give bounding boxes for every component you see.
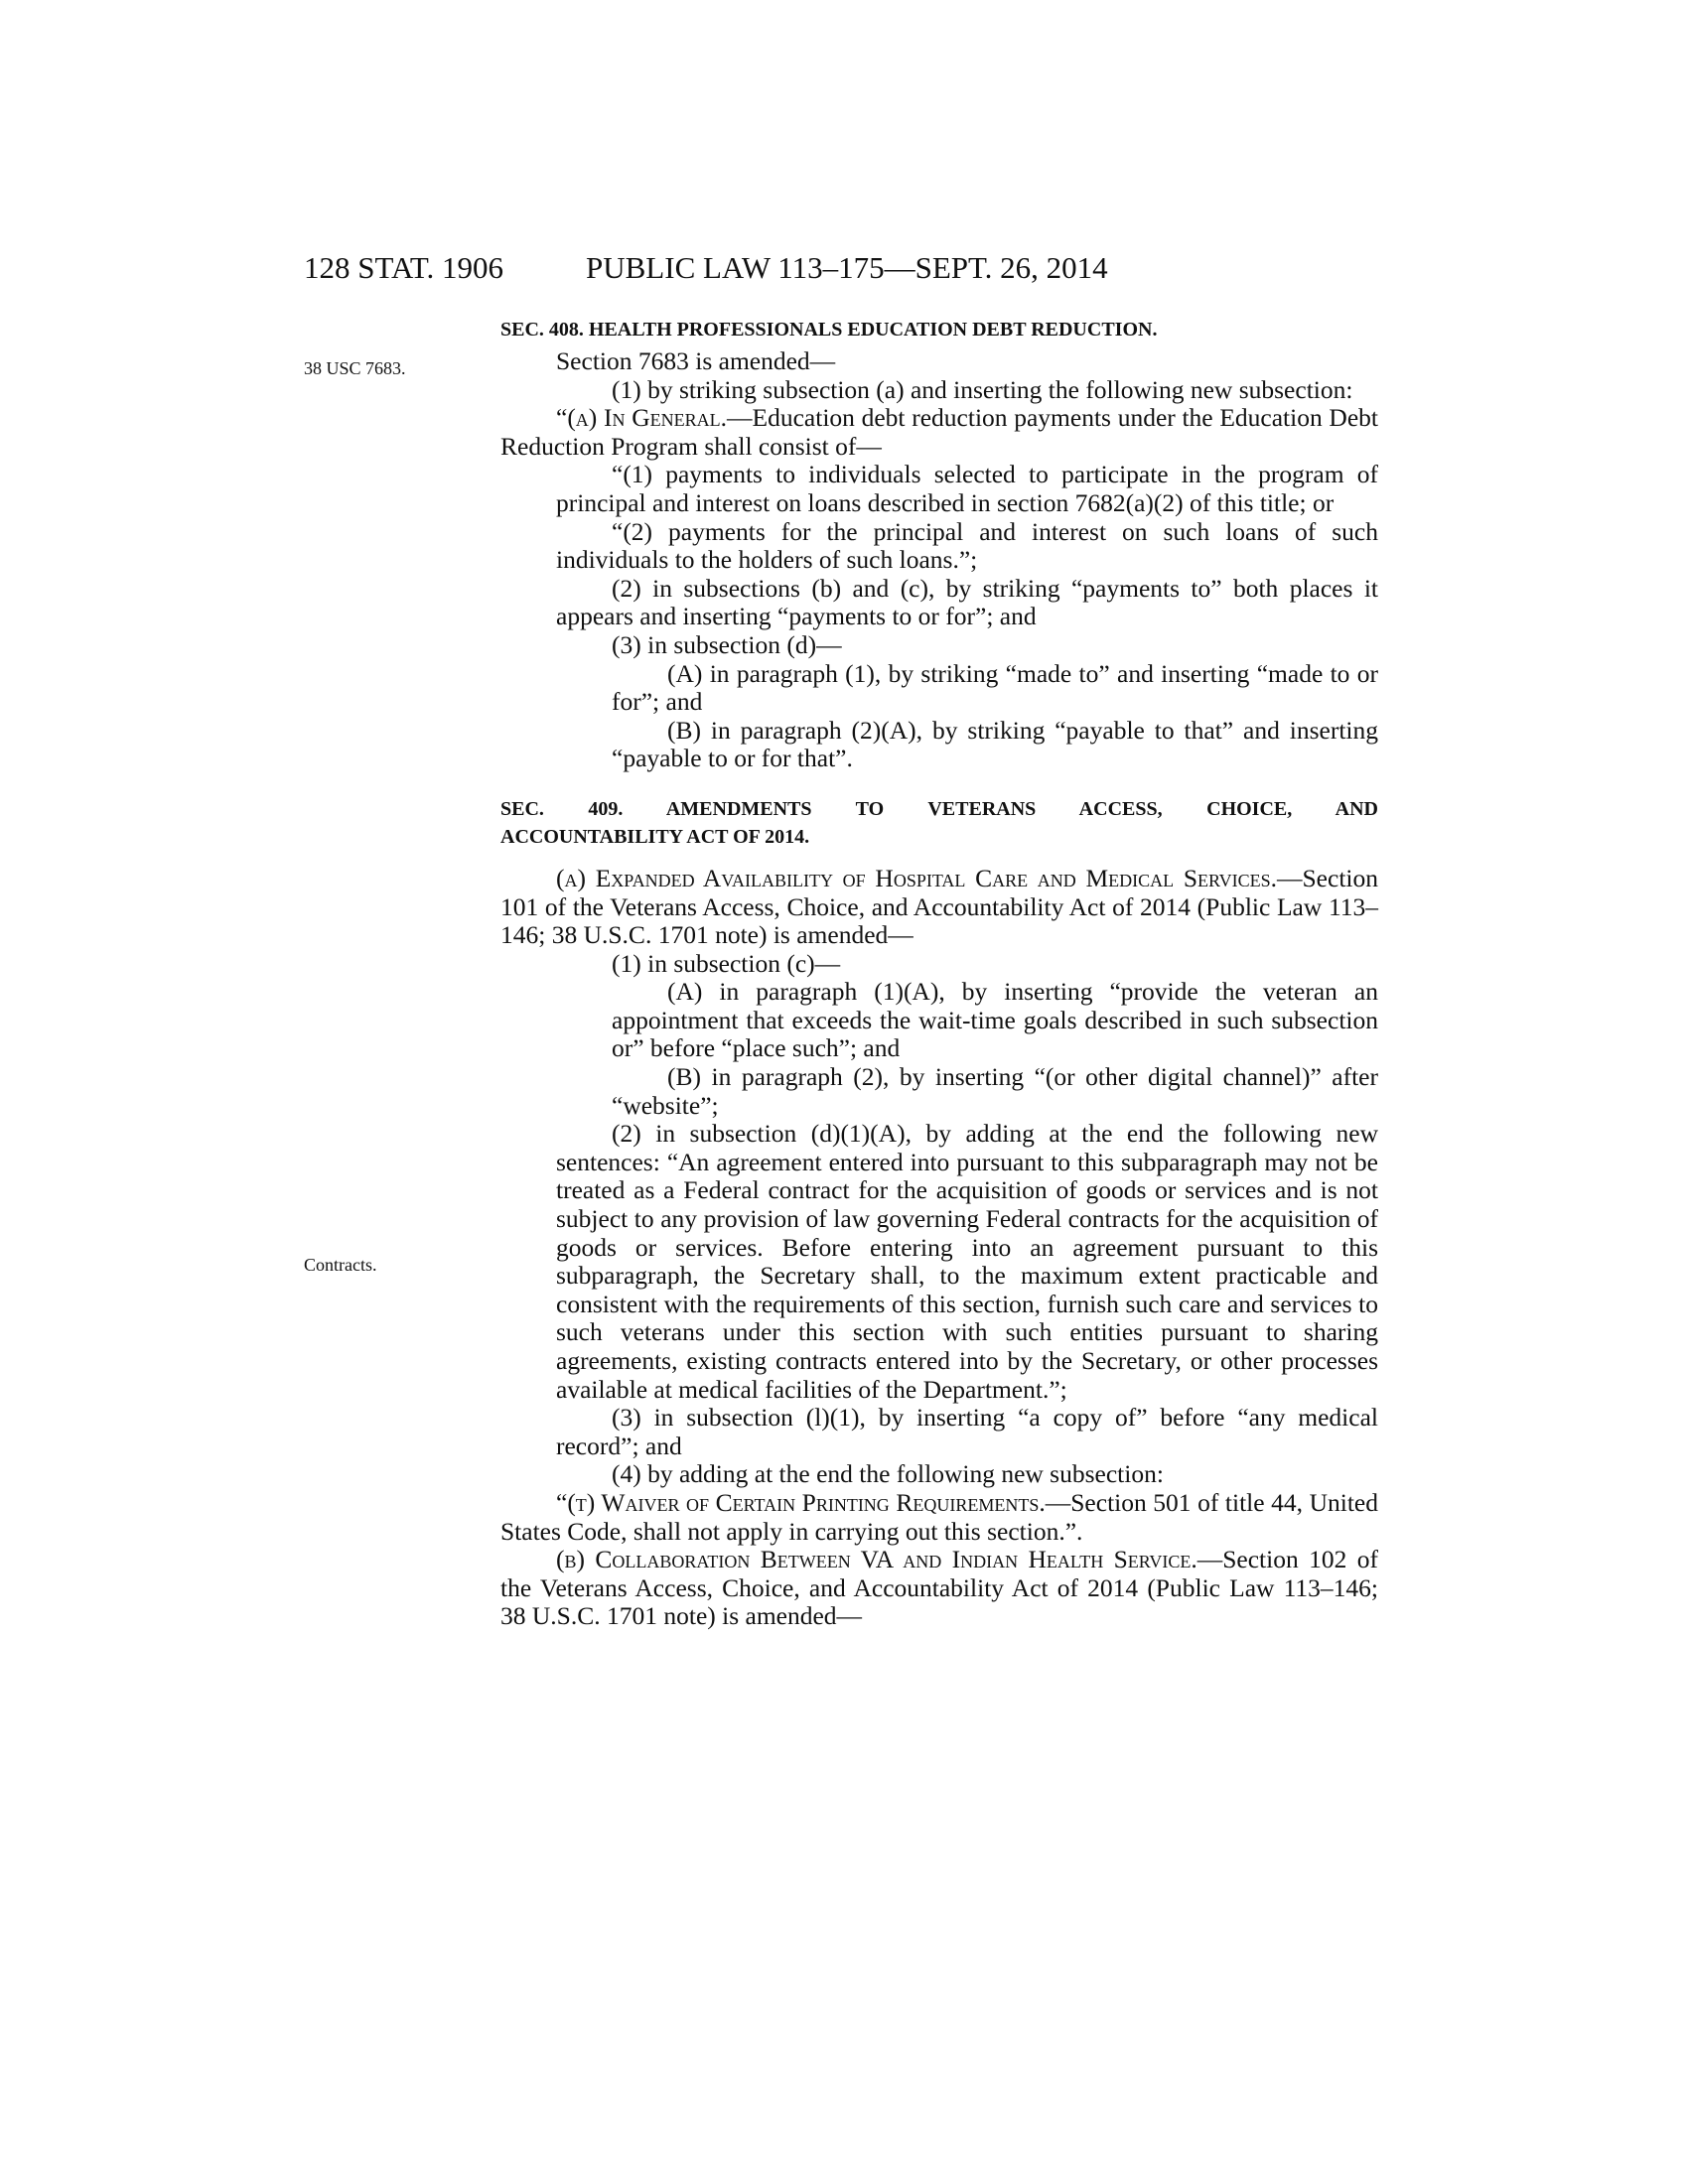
sec409-a-para-2: (2) in subsection (d)(1)(A), by adding at the end the following new sentences: “An agreement entered into pursuant to this subparagraph may not be treated as a Federal contract for the acquisition of goods or services and is not subject to any provision of law governing Federal contracts for the acquisition of goods or services. Before entering into an agreement pursuant to this subparagraph, the Secretary shall, to the maximum extent practicable and consistent with the requirements of this section, furnish such care and services to such veterans under this section with such entities pursuant to sharing agreements, existing contracts entered into by the Secretary, or other processes available at medical facilities of the Department.”; <box>556 1119 1378 1404</box>
sec409-subsection-t <box>500 1489 1378 1546</box>
sec408-para-3: (3) in subsection (d)— <box>612 629 842 659</box>
subsection-b-caption: (b) Collaboration Between VA and Indian Health Service. <box>556 1545 1197 1574</box>
subsection-t-caption: “(t) Waiver of Certain Printing Requirements. <box>556 1487 1046 1517</box>
sec409-a-para-4: (4) by adding at the end the following new subsection: <box>612 1459 1164 1489</box>
subsection-a-text: —Education debt reduction payments under the Education Debt Reduction Program shall consist of— <box>500 403 1378 461</box>
sec409-a-para-1: (1) in subsection (c)— <box>612 948 841 978</box>
sec408-para-3-A: (A) in paragraph (1), by striking “made to” and inserting “made to or for”; and <box>612 658 1378 717</box>
subsection-a-text: —Section 101 of the Veterans Access, Choice, and Accountability Act of 2014 (Public Law 113–146; 38 U.S.C. 1701 note) is amended— <box>500 863 1378 950</box>
subsection-b-text: —Section 102 of the Veterans Access, Choice, and Accountability Act of 2014 (Public Law 113–146; 38 U.S.C. 1701 note) is amended— <box>500 1545 1378 1631</box>
section-409-heading-line-2: ACCOUNTABILITY ACT OF 2014. <box>500 825 810 848</box>
sec409-a-para-1-B: (B) in paragraph (2), by inserting “(or other digital channel)” after “website”; <box>612 1062 1378 1120</box>
sec409-a-para-3: (3) in subsection (l)(1), by inserting “a copy of” before “any medical record”; and <box>556 1403 1378 1460</box>
sec408-intro: Section 7683 is amended— <box>556 346 836 375</box>
sec408-para-2: (2) in subsections (b) and (c), by striking “payments to” both places it appears and inserting “payments to or for”; and <box>556 573 1378 631</box>
section-409-heading-line-1: SEC. 409. AMENDMENTS TO VETERANS ACCESS, CHOICE, AND <box>500 797 1378 820</box>
sec409-subsection-b <box>500 1546 1378 1631</box>
sec409-a-para-1-A: (A) in paragraph (1)(A), by inserting “provide the veteran an appointment that exceeds the wait-time goals described in such subsection or” before “place such”; and <box>612 977 1378 1063</box>
subsection-a-caption: “(a) In General. <box>556 403 728 433</box>
sec408-para-1: (1) by striking subsection (a) and inserting the following new subsection: <box>612 374 1353 404</box>
public-law-title: PUBLIC LAW 113–175—SEPT. 26, 2014 <box>586 250 1108 285</box>
margin-note-usc: 38 USC 7683. <box>304 358 406 378</box>
document-body <box>500 316 1378 1631</box>
sec409-subsection-a <box>500 865 1378 950</box>
margin-note-contracts: Contracts. <box>304 1255 377 1275</box>
section-409-heading <box>500 795 1378 851</box>
sec408-subsection-a-2: “(2) payments for the principal and interest on such loans of such individuals to the holders of such loans.”; <box>556 516 1378 575</box>
subsection-a-caption: (a) Expanded Availability of Hospital Care and Medical Services. <box>556 863 1277 892</box>
section-408-heading: SEC. 408. HEALTH PROFESSIONALS EDUCATION DEBT REDUCTION. <box>500 319 1158 341</box>
sec408-subsection-a <box>500 404 1378 461</box>
page-header <box>304 248 1227 288</box>
sec408-para-3-B: (B) in paragraph (2)(A), by striking “payable to that” and inserting “payable to or for that”. <box>612 715 1378 773</box>
sec408-subsection-a-1: “(1) payments to individuals selected to participate in the program of principal and interest on loans described in section 7682(a)(2) of this title; or <box>556 460 1378 517</box>
statute-page-number: 128 STAT. 1906 <box>304 250 504 285</box>
subsection-t-text: —Section 501 of title 44, United States Code, shall not apply in carrying out this section.”. <box>500 1487 1378 1546</box>
